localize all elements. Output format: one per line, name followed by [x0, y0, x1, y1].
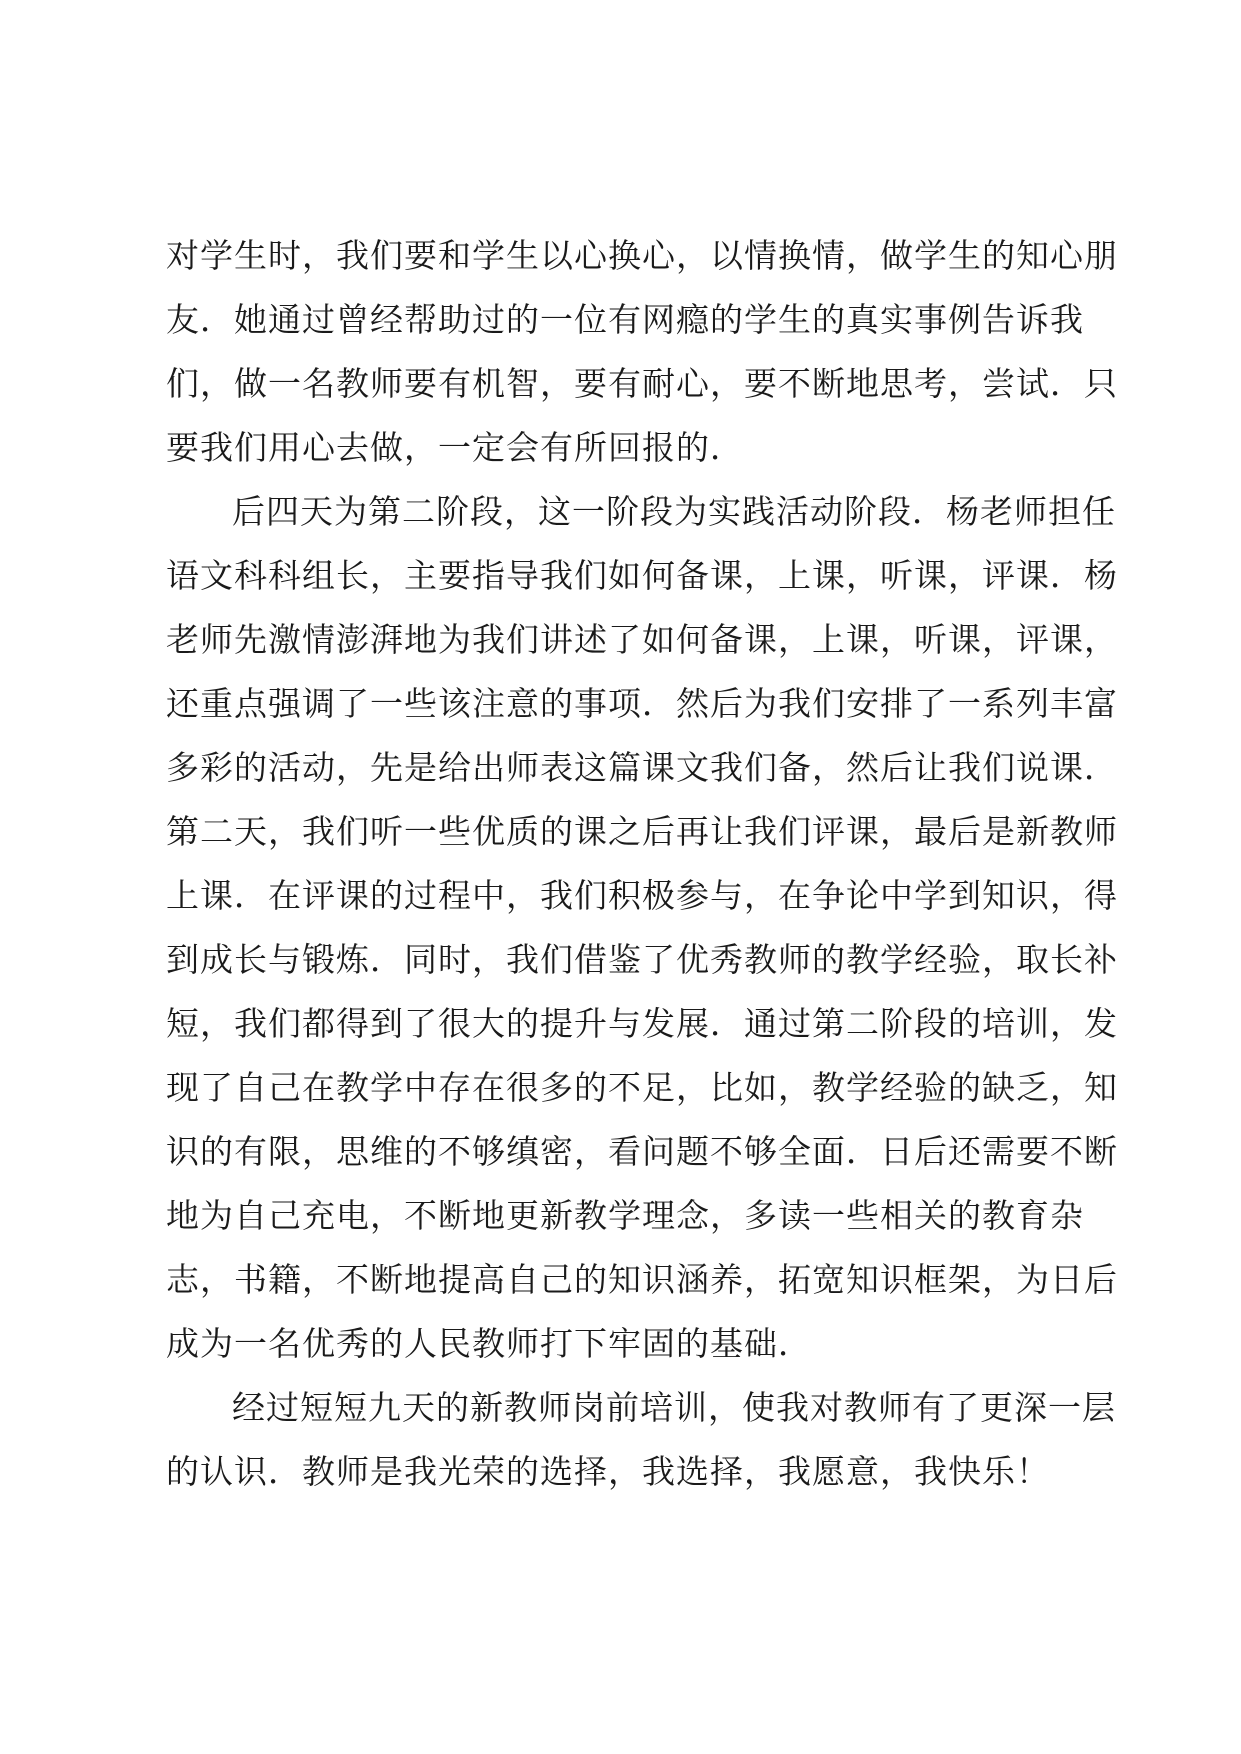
- paragraph-line: 第二天，我们听一些优质的课之后再让我们评课，最后是新教师: [166, 812, 1118, 851]
- paragraph-line: 对学生时，我们要和学生以心换心，以情换情，做学生的知心朋: [166, 236, 1118, 275]
- paragraph-line: 成为一名优秀的人民教师打下牢固的基础．: [166, 1324, 812, 1363]
- paragraph-line: 识的有限，思维的不够缜密，看问题不够全面．日后还需要不断: [166, 1132, 1118, 1171]
- paragraph-line: 老师先激情澎湃地为我们讲述了如何备课，上课，听课，评课，: [166, 620, 1118, 659]
- paragraph-line: 到成长与锻炼．同时，我们借鉴了优秀教师的教学经验，取长补: [166, 940, 1118, 979]
- paragraph-line: 友．她通过曾经帮助过的一位有网瘾的学生的真实事例告诉我: [166, 300, 1084, 339]
- body-text: [166, 224, 1118, 1504]
- paragraph-line: 后四天为第二阶段，这一阶段为实践活动阶段．杨老师担任: [232, 492, 1116, 531]
- paragraph-line: 多彩的活动，先是给出师表这篇课文我们备，然后让我们说课．: [166, 748, 1118, 787]
- paragraph-line: 上课．在评课的过程中，我们积极参与，在争论中学到知识，得: [166, 876, 1118, 915]
- paragraph-line: 短，我们都得到了很大的提升与发展．通过第二阶段的培训，发: [166, 1004, 1118, 1043]
- paragraph-line: 经过短短九天的新教师岗前培训，使我对教师有了更深一层: [232, 1388, 1116, 1427]
- paragraph-line: 地为自己充电，不断地更新教学理念，多读一些相关的教育杂: [166, 1196, 1084, 1235]
- paragraph-line: 语文科科组长，主要指导我们如何备课，上课，听课，评课．杨: [166, 556, 1118, 595]
- paragraph-line: 还重点强调了一些该注意的事项．然后为我们安排了一系列丰富: [166, 684, 1118, 723]
- paragraph-line: 们，做一名教师要有机智，要有耐心，要不断地思考，尝试．只: [166, 364, 1118, 403]
- paragraph-line: 的认识．教师是我光荣的选择，我选择，我愿意，我快乐！: [166, 1452, 1050, 1491]
- paragraph-line: 要我们用心去做，一定会有所回报的．: [166, 428, 744, 467]
- paragraph-line: 志，书籍，不断地提高自己的知识涵养，拓宽知识框架，为日后: [166, 1260, 1118, 1299]
- paragraph-line: 现了自己在教学中存在很多的不足，比如，教学经验的缺乏，知: [166, 1068, 1118, 1107]
